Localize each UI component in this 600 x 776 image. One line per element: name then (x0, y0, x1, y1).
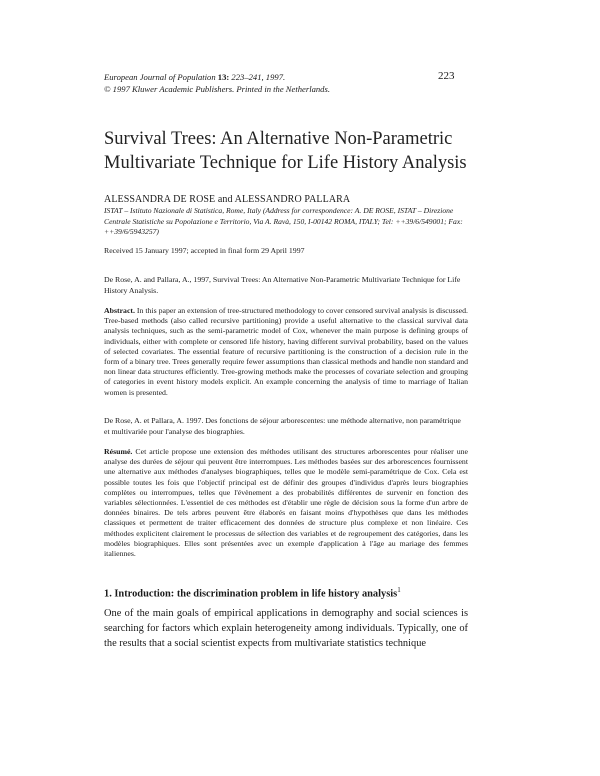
journal-header (104, 71, 404, 95)
abstract-label: Abstract. (104, 306, 135, 315)
abstract (104, 306, 468, 398)
citation-french: De Rose, A. et Pallara, A. 1997. Des fonctions de séjour arborescentes: une méthode alternative, non paramétrique et multivariée pour l'analyse des biographies. (104, 416, 461, 436)
resume (104, 447, 468, 559)
abstract-text: In this paper an extension of tree-structured methodology to cover censored survival analysis is discussed. Tree-based methods (also called recursive partitioning) provide a useful alternative to the classical survival data analysis techniques, such as the semi-parametric model of Cox, whenever the main purpose is defining groups of individuals, either with complete or censored life history, having different survival probability, based on the values of selected covariates. The essential feature of recursive partitioning is the construction of a decision rule in the form of a binary tree. Trees generally require fewer assumptions than classical methods and handle non standard and non linear data structures efficiently. Tree-growing methods make the processes of covariate selection and grouping of categories in event history models explicit. An example concerning the analysis of time to marriage of Italian women is presented. (104, 306, 468, 397)
author-list: ALESSANDRA DE ROSE and ALESSANDRO PALLARA (104, 194, 351, 205)
body-paragraph: One of the main goals of empirical applications in demography and social sciences is searching for factors which explain heterogeneity among individuals. Typically, one of the results that a social scientist expects from multivariate statistics technique (104, 608, 468, 649)
footnote-mark: 1 (397, 586, 401, 594)
journal-name: European Journal of Population (104, 72, 216, 82)
resume-label: Résumé. (104, 447, 133, 456)
journal-volume: 13: (217, 72, 230, 82)
page-number: 223 (438, 70, 455, 82)
paper-title: Survival Trees: An Alternative Non-Parametric Multivariate Technique for Life History Analysis (104, 129, 467, 173)
section-heading-text: 1. Introduction: the discrimination problem in life history analysis (104, 588, 398, 600)
copyright-line: © 1997 Kluwer Academic Publishers. Printed in the Netherlands. (104, 84, 330, 94)
author-affiliation: ISTAT – Istituto Nazionale di Statistica, Rome, Italy (Address for correspondence: A. DE ROSE, ISTAT – Direzione Centrale Statistiche su Popolazione e Territorio, Via A. Ravà, 150, I-00142 ROMA, ITALY; Tel: ++39/6/549001; Fax: ++39/6/5943257) (104, 206, 463, 237)
received-date: Received 15 January 1997; accepted in final form 29 April 1997 (104, 246, 305, 255)
section-heading (104, 586, 484, 599)
journal-pages-year: 223–241, 1997. (231, 72, 286, 82)
citation-english: De Rose, A. and Pallara, A., 1997, Survival Trees: An Alternative Non-Parametric Multivariate Technique for Life History Analysis. (104, 275, 461, 295)
resume-text: Cet article propose une extension des méthodes utilisant des structures arborescentes pour réaliser une analyse des durées de séjour qui peuvent être interrompues. Les méthodes basées sur des arborescences fournissent une alternative aux méthodes d'analyses biographiques, telles que le modèle semi-paramétrique de Cox. Cela est possible toutes les fois que l'objectif principal est de définir des groupes d'individus d'après leurs biographies complètes ou interrompues, telles que l'évènement a des probabilités différentes de survenir en fonction des variables sélectionnées. L'essentiel de ces méthodes est d'établir une règle de décision sous la forme d'un arbre de données binaires. De tels arbres peuvent être élaborés en faisant moins d'hypothèses que dans les méthodes classiques et permettent de traiter efficacement des données de structure plus complexe et non linéaire. Ces méthodes explicitent clairement le processus de sélection des variables et de regroupement des catégories, dans les modèles biographiques. Elles sont présentées avec un exemple d'application à l'âge au mariage des femmes italiennes. (104, 447, 468, 559)
